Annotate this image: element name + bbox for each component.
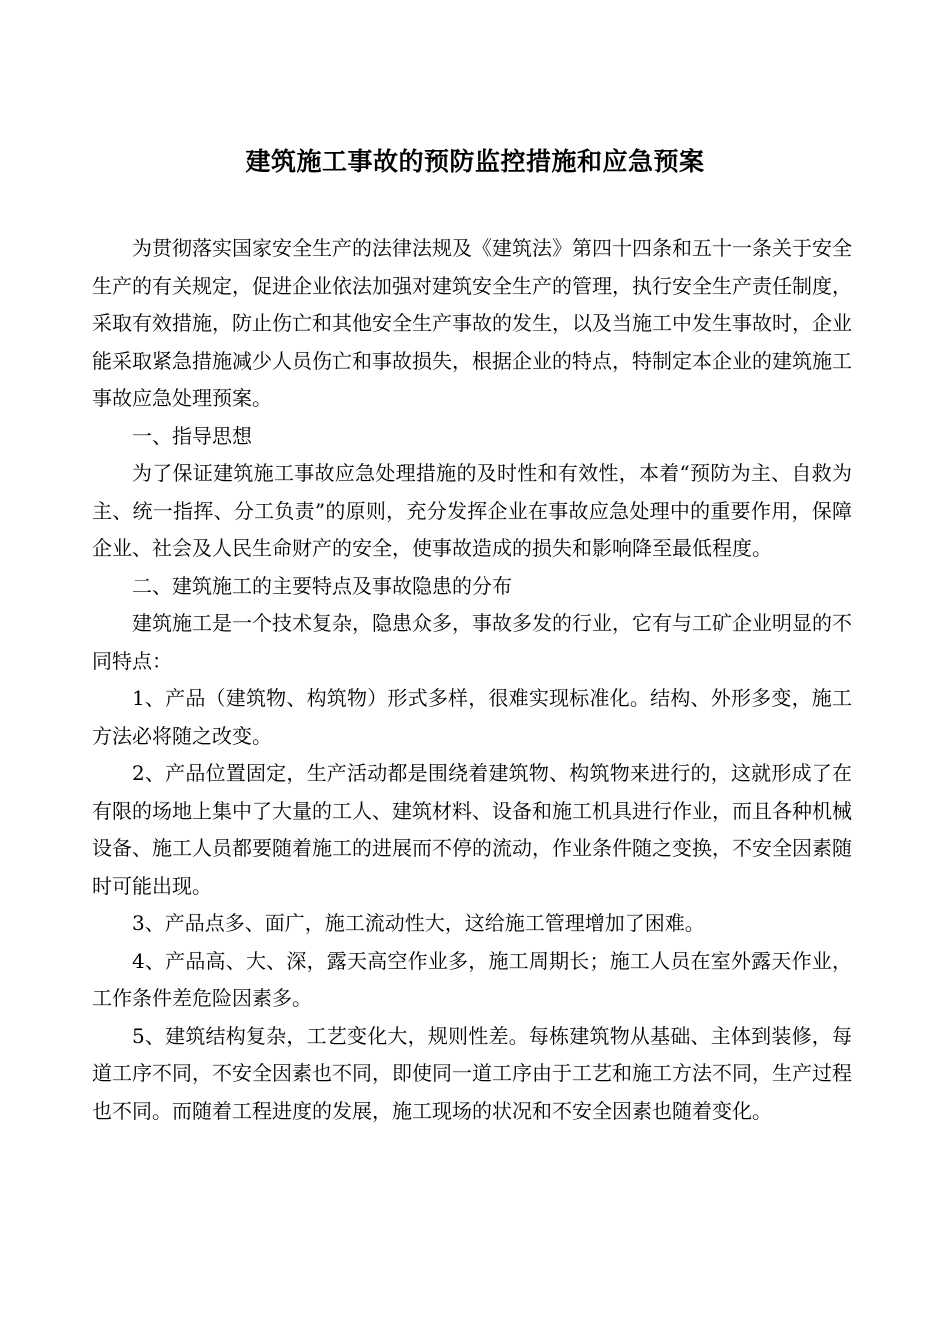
intro-paragraph: 为贯彻落实国家安全生产的法律法规及《建筑法》第四十四条和五十一条关于安全生产的有关规定，促进企业依法加强对建筑安全生产的管理，执行安全生产责任制度，采取有效措施，防止伤亡和其他安全生产事故的发生，以及当施工中发生事故时，企业能采取紧急措施减少人员伤亡和事故损失，根据企业的特点，特制定本企业的建筑施工事故应急处理预案。 xyxy=(92,236,852,410)
list-item-5: 5、建筑结构复杂，工艺变化大，规则性差。每栋建筑物从基础、主体到装修，每道工序不同，不安全因素也不同，即使同一道工序由于工艺和施工方法不同，生产过程也不同。而随着工程进度的发展，施工现场的状况和不安全因素也随着变化。 xyxy=(92,1023,852,1123)
guiding-principle-paragraph: 为了保证建筑施工事故应急处理措施的及时性和有效性，本着“预防为主、自救为主、统一指挥、分工负责”的原则，充分发挥企业在事故应急处理中的重要作用，保障企业、社会及人民生命财产的安全，使事故造成的损失和影响降至最低程度。 xyxy=(92,461,852,560)
list-item-2: 2、产品位置固定，生产活动都是围绕着建筑物、构筑物来进行的，这就形成了在有限的场地上集中了大量的工人、建筑材料、设备和施工机具进行作业，而且各种机械设备、施工人员都要随着施工的进展而不停的流动，作业条件随之变换，不安全因素随时可能出现。 xyxy=(92,761,852,898)
list-item-1: 1、产品（建筑物、构筑物）形式多样，很难实现标准化。结构、外形多变，施工方法必将随之改变。 xyxy=(92,686,852,748)
document-body xyxy=(92,230,852,1130)
list-item-3: 3、产品点多、面广，施工流动性大，这给施工管理增加了困难。 xyxy=(132,911,705,935)
characteristics-intro-paragraph: 建筑施工是一个技术复杂，隐患众多，事故多发的行业，它有与工矿企业明显的不同特点： xyxy=(92,611,852,673)
document-title: 建筑施工事故的预防监控措施和应急预案 xyxy=(245,147,705,176)
section-heading-characteristics: 二、建筑施工的主要特点及事故隐患的分布 xyxy=(132,573,512,598)
list-item-4: 4、产品高、大、深，露天高空作业多，施工周期长；施工人员在室外露天作业，工作条件差危险因素多。 xyxy=(92,948,852,1010)
section-heading-guiding-principle: 一、指导思想 xyxy=(132,423,252,448)
